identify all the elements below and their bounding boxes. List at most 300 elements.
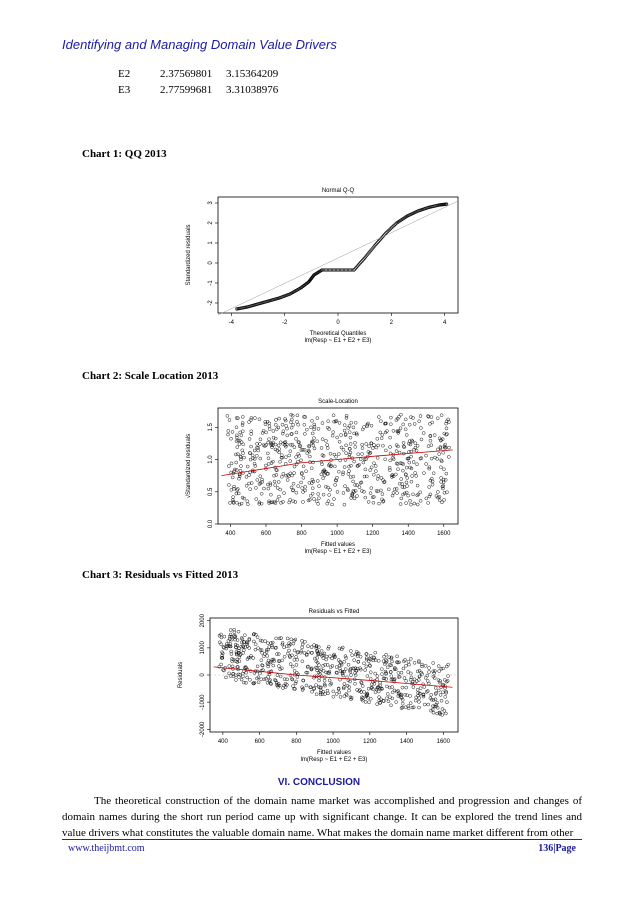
data-point: [393, 488, 396, 491]
data-point: [427, 501, 430, 504]
data-point: [442, 468, 445, 471]
page-footer: [62, 839, 582, 858]
data-point: [302, 465, 305, 468]
data-point: [254, 633, 257, 636]
data-point: [269, 482, 272, 485]
data-point: [364, 700, 367, 703]
data-point: [376, 703, 379, 706]
data-point: [419, 491, 422, 494]
data-point: [371, 447, 374, 450]
chart-title: Residuals vs Fitted: [308, 609, 360, 615]
data-point: [307, 651, 310, 654]
data-point: [233, 468, 236, 471]
data-point: [394, 473, 397, 476]
data-point: [327, 420, 330, 423]
data-point: [343, 466, 346, 469]
data-point: [421, 663, 424, 666]
data-point: [380, 668, 383, 671]
data-point: [300, 459, 303, 462]
data-point: [278, 460, 281, 463]
data-point: [318, 679, 321, 682]
y-tick-label: 2000: [200, 614, 206, 628]
x-tick-label: 400: [217, 739, 228, 745]
data-point: [227, 465, 230, 468]
data-point: [328, 655, 331, 658]
data-point: [315, 693, 318, 696]
data-point: [430, 416, 433, 419]
data-point: [438, 670, 441, 673]
chart-title: Scale-Location: [318, 399, 358, 405]
x-tick-label: 1200: [365, 531, 380, 537]
data-point: [274, 484, 277, 487]
data-point: [341, 646, 344, 649]
data-point: [439, 693, 442, 696]
chart-title: Normal Q-Q: [321, 188, 355, 194]
data-point: [277, 665, 280, 668]
data-point: [424, 664, 427, 667]
section-heading: VI. CONCLUSION: [277, 777, 361, 788]
data-point: [249, 656, 252, 659]
data-point: [419, 687, 422, 690]
data-point: [241, 430, 244, 433]
data-point: [431, 421, 434, 424]
data-point: [290, 426, 293, 429]
data-point: [243, 634, 246, 637]
data-point: [444, 712, 447, 715]
data-point: [365, 665, 368, 668]
data-point: [342, 674, 345, 677]
data-point: [433, 434, 436, 437]
data-point: [260, 659, 263, 662]
x-tick-label: 4: [442, 320, 447, 326]
data-point: [291, 685, 294, 688]
data-point: [224, 676, 227, 679]
data-point: [436, 457, 439, 460]
data-point: [405, 686, 408, 689]
data-point: [248, 421, 251, 424]
data-point: [319, 693, 322, 696]
data-point: [405, 466, 408, 469]
data-point: [335, 692, 338, 695]
x-tick-label: 1600: [437, 531, 451, 537]
data-point: [296, 651, 299, 654]
data-point: [428, 671, 431, 674]
data-point: [241, 415, 244, 418]
data-point: [354, 421, 357, 424]
y-axis-label: √Standardized residuals: [186, 433, 192, 499]
data-point: [417, 700, 420, 703]
data-point: [260, 678, 263, 681]
data-point: [267, 457, 270, 460]
data-point: [240, 441, 243, 444]
data-point: [229, 629, 232, 632]
data-point: [387, 700, 390, 703]
data-point: [321, 438, 324, 441]
data-point: [268, 425, 271, 428]
data-point: [413, 502, 416, 505]
y-tick-label: 0: [200, 673, 206, 677]
data-point: [291, 678, 294, 681]
data-point: [323, 652, 326, 655]
data-point: [250, 654, 253, 657]
data-point: [376, 477, 379, 480]
data-point: [384, 449, 387, 452]
data-point: [361, 685, 364, 688]
data-point: [275, 637, 278, 640]
data-point: [313, 447, 316, 450]
data-point: [242, 681, 245, 684]
data-point: [364, 468, 367, 471]
data-point: [369, 664, 372, 667]
data-point: [372, 501, 375, 504]
data-point: [310, 646, 313, 649]
y-tick-label: 1.0: [208, 455, 214, 464]
data-point: [317, 664, 320, 667]
data-point: [350, 698, 353, 701]
data-point: [374, 470, 377, 473]
data-point: [295, 437, 298, 440]
data-point: [286, 434, 289, 437]
data-point: [405, 502, 408, 505]
data-point: [303, 489, 306, 492]
x-axis-sublabel: lm(Resp ~ E1 + E2 + E3): [304, 549, 372, 555]
data-point: [419, 426, 422, 429]
data-point: [278, 451, 281, 454]
data-point: [308, 455, 311, 458]
data-point: [342, 448, 345, 451]
y-tick-label: 1: [208, 241, 214, 245]
data-point: [269, 493, 272, 496]
data-point: [301, 660, 304, 663]
data-point: [409, 657, 412, 660]
data-point: [267, 665, 270, 668]
data-point: [356, 655, 359, 658]
data-point: [231, 430, 234, 433]
x-axis-label: Fitted values: [316, 750, 352, 756]
data-point: [292, 423, 295, 426]
data-point: [405, 433, 408, 436]
data-point: [408, 461, 411, 464]
data-point: [259, 438, 262, 441]
data-point: [246, 503, 249, 506]
data-point: [332, 414, 335, 417]
data-point: [379, 431, 382, 434]
data-point: [311, 478, 314, 481]
data-point: [412, 493, 415, 496]
data-point: [414, 471, 417, 474]
data-point: [332, 690, 335, 693]
data-point: [323, 474, 326, 477]
data-point: [367, 687, 370, 690]
data-point: [265, 650, 268, 653]
data-point: [295, 663, 298, 666]
footer-site: www.theijbmt.com: [68, 843, 145, 854]
data-point: [389, 423, 392, 426]
data-point: [349, 436, 352, 439]
data-point: [306, 452, 309, 455]
data-point: [301, 646, 304, 649]
data-point: [332, 695, 335, 698]
data-point: [402, 441, 405, 444]
data-point: [273, 678, 276, 681]
data-point: [290, 474, 293, 477]
data-point: [439, 466, 442, 469]
data-point: [280, 475, 283, 478]
data-point: [254, 643, 257, 646]
data-point: [430, 457, 433, 460]
data-point: [293, 465, 296, 468]
data-point: [385, 697, 388, 700]
data-point: [311, 432, 314, 435]
x-tick-label: 400: [225, 531, 236, 537]
data-point: [279, 441, 282, 444]
data-point: [318, 485, 321, 488]
data-point: [419, 499, 422, 502]
y-tick-label: 0.0: [208, 519, 214, 529]
data-point: [353, 441, 356, 444]
data-point: [343, 429, 346, 432]
data-point: [442, 451, 445, 454]
data-point: [289, 663, 292, 666]
data-point: [316, 417, 319, 420]
data-point: [376, 456, 379, 459]
data-point: [384, 458, 387, 461]
data-point: [274, 418, 277, 421]
residuals-vs-fitted-chart: [170, 604, 468, 772]
data-point: [226, 414, 229, 417]
data-point: [416, 688, 419, 691]
data-point: [399, 427, 402, 430]
data-point: [227, 483, 230, 486]
data-point: [369, 697, 372, 700]
data-point: [347, 689, 350, 692]
data-point: [316, 440, 319, 443]
table-row: E2 2.37569801 3.15364209: [118, 68, 279, 80]
data-point: [369, 654, 372, 657]
data-point: [245, 475, 248, 478]
data-point: [362, 461, 365, 464]
data-point: [361, 447, 364, 450]
x-tick-label: 1000: [326, 739, 340, 745]
data-point: [331, 503, 334, 506]
data-point: [353, 460, 356, 463]
data-point: [306, 645, 309, 648]
data-point: [288, 454, 291, 457]
data-point: [404, 428, 407, 431]
data-point: [303, 640, 306, 643]
data-point: [405, 481, 408, 484]
qq-chart: [178, 183, 468, 353]
data-point: [434, 698, 437, 701]
data-point: [363, 690, 366, 693]
data-point: [370, 466, 373, 469]
data-point: [315, 500, 318, 503]
data-point: [445, 665, 448, 668]
data-point: [362, 662, 365, 665]
data-point: [277, 653, 280, 656]
data-point: [418, 669, 421, 672]
data-point: [289, 421, 292, 424]
data-point: [305, 428, 308, 431]
data-point: [234, 453, 237, 456]
data-point: [447, 446, 450, 449]
data-point: [303, 432, 306, 435]
data-point: [401, 469, 404, 472]
data-point: [432, 472, 435, 475]
data-point: [413, 678, 416, 681]
data-point: [258, 418, 261, 421]
data-point: [389, 445, 392, 448]
data-point: [370, 424, 373, 427]
data-point: [372, 462, 375, 465]
data-point: [232, 496, 235, 499]
data-point: [410, 480, 413, 483]
data-point: [256, 665, 259, 668]
data-point: [264, 640, 267, 643]
y-axis-label: Standardized residuals: [186, 224, 192, 286]
data-point: [259, 639, 262, 642]
data-point: [444, 695, 447, 698]
data-point: [249, 458, 252, 461]
data-point: [364, 496, 367, 499]
data-point: [416, 463, 419, 466]
data-point: [297, 485, 300, 488]
data-point: [405, 679, 408, 682]
data-point: [387, 488, 390, 491]
y-tick-label: 2: [208, 221, 214, 225]
data-point: [424, 676, 427, 679]
data-point: [362, 425, 365, 428]
data-point: [317, 427, 320, 430]
data-point: [385, 685, 388, 688]
data-point: [376, 437, 379, 440]
data-point: [329, 452, 332, 455]
data-point: [380, 476, 383, 479]
data-point: [322, 669, 325, 672]
data-point: [360, 682, 363, 685]
data-point: [342, 491, 345, 494]
data-point: [353, 682, 356, 685]
data-point: [419, 457, 422, 460]
x-tick-label: 1000: [330, 531, 344, 537]
data-point: [377, 474, 380, 477]
data-point: [300, 649, 303, 652]
data-point: [427, 703, 430, 706]
data-point: [361, 452, 364, 455]
data-point: [414, 442, 417, 445]
data-point: [377, 659, 380, 662]
data-point: [300, 481, 303, 484]
data-point: [389, 459, 392, 462]
data-point: [272, 429, 275, 432]
data-point: [364, 669, 367, 672]
data-point: [274, 423, 277, 426]
data-point: [379, 420, 382, 423]
data-point: [227, 433, 230, 436]
data-point: [443, 678, 446, 681]
data-point: [332, 431, 335, 434]
data-point: [308, 450, 311, 453]
data-point: [256, 442, 259, 445]
x-tick-label: -2: [281, 320, 288, 326]
data-point: [333, 453, 336, 456]
data-point: [321, 422, 324, 425]
data-point: [414, 699, 417, 702]
data-point: [333, 465, 336, 468]
data-point: [409, 499, 412, 502]
data-point: [409, 694, 412, 697]
data-point: [326, 502, 329, 505]
data-point: [349, 649, 352, 652]
data-point: [402, 667, 405, 670]
scale-location-chart: [178, 394, 468, 564]
data-point: [312, 437, 315, 440]
data-point: [415, 474, 418, 477]
data-point: [228, 665, 231, 668]
data-point: [277, 444, 280, 447]
data-point: [337, 470, 340, 473]
data-point: [250, 416, 253, 419]
data-point: [281, 423, 284, 426]
data-point: [345, 414, 348, 417]
data-point: [254, 486, 257, 489]
data-point: [434, 686, 437, 689]
data-point: [222, 645, 225, 648]
data-point: [437, 679, 440, 682]
data-point: [255, 454, 258, 457]
data-point: [432, 711, 435, 714]
data-point: [416, 484, 419, 487]
data-point: [253, 417, 256, 420]
data-point: [351, 654, 354, 657]
data-point: [425, 497, 428, 500]
data-point: [445, 701, 448, 704]
data-point: [411, 440, 414, 443]
data-point: [374, 672, 377, 675]
data-point: [239, 465, 242, 468]
data-point: [386, 666, 389, 669]
data-point: [444, 443, 447, 446]
data-point: [418, 420, 421, 423]
data-point: [294, 682, 297, 685]
data-point: [260, 492, 263, 495]
data-point: [406, 476, 409, 479]
x-tick-label: -4: [228, 320, 235, 326]
data-point: [320, 649, 323, 652]
data-point: [301, 487, 304, 490]
data-point: [262, 487, 265, 490]
data-point: [266, 452, 269, 455]
x-tick-label: 1400: [401, 531, 415, 537]
data-point: [240, 641, 243, 644]
data-point: [377, 444, 380, 447]
x-tick-label: 0: [336, 320, 340, 326]
data-point: [261, 640, 264, 643]
data-point: [246, 500, 249, 503]
data-point: [295, 456, 298, 459]
data-point: [343, 660, 346, 663]
data-point: [327, 645, 330, 648]
data-point: [403, 486, 406, 489]
data-point: [407, 660, 410, 663]
data-point: [359, 481, 362, 484]
data-point: [228, 419, 231, 422]
data-point: [445, 472, 448, 475]
data-point: [397, 671, 400, 674]
data-point: [248, 437, 251, 440]
data-point: [408, 423, 411, 426]
data-point: [370, 487, 373, 490]
